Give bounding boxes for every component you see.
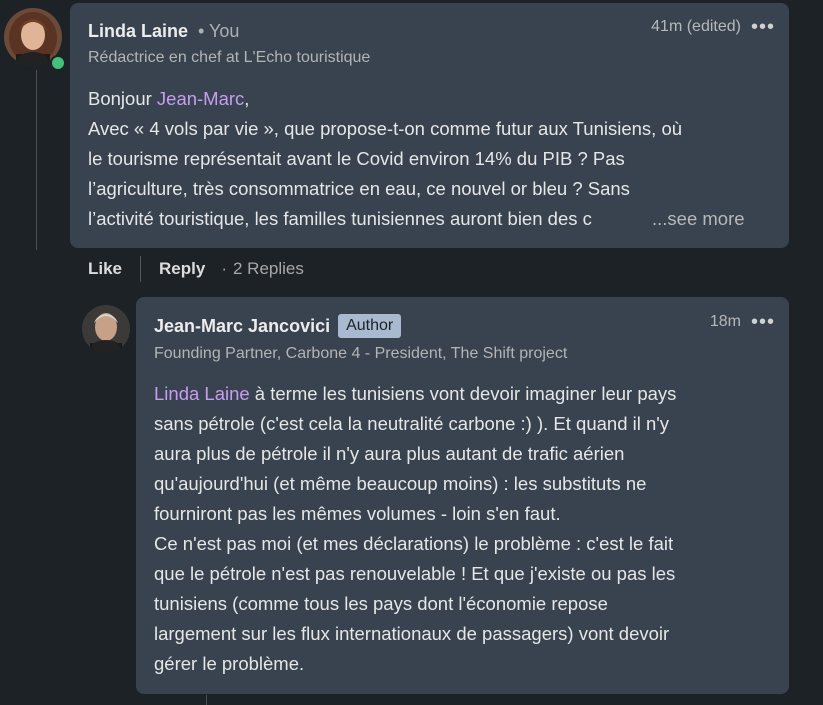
author-badge: Author — [338, 314, 401, 338]
comment-line: le tourisme représentait avant le Covid environ 14% du PIB ? Pas — [88, 148, 625, 169]
greeting-text: Bonjour — [88, 88, 157, 109]
comment-last-line — [88, 204, 778, 234]
reply-first-line-text: à terme les tunisiens vont devoir imaginer leur pays — [249, 383, 677, 404]
reply-line: aura plus de pétrole il n'y aura plus autant de trafic aérien — [154, 443, 625, 464]
thread-line-bottom — [206, 695, 207, 705]
comment-line: l’agriculture, très consommatrice en eau, ce nouvel or bleu ? Sans — [88, 178, 630, 199]
like-button[interactable]: Like — [88, 259, 123, 278]
jean-marc-jancovici-avatar[interactable] — [82, 305, 130, 353]
mention-jean-marc[interactable]: Jean-Marc — [156, 88, 245, 109]
see-more-link[interactable]: ...see more — [646, 204, 745, 234]
reply-line: fourniront pas les mêmes volumes - loin s'en faut. — [154, 503, 561, 524]
thread-line-top — [36, 70, 37, 250]
mention-linda-laine[interactable]: Linda Laine — [154, 383, 250, 404]
reply-line — [154, 379, 779, 409]
comment-author-name[interactable]: Linda Laine — [88, 21, 189, 41]
reply-body — [154, 379, 779, 679]
comment-author-row — [88, 21, 239, 42]
comment-greeting — [88, 84, 778, 114]
reply-line: gérer le problème. — [154, 653, 305, 674]
replies-count-link[interactable]: 2 Replies — [233, 259, 304, 278]
reply-author-headline: Founding Partner, Carbone 4 - President, The Shift project — [154, 345, 568, 362]
comment-line: Avec « 4 vols par vie », que propose-t-on comme futur aux Tunisiens, où — [88, 118, 683, 139]
reply-line: tunisiens (comme tous les pays dont l'économie repose — [154, 593, 608, 614]
replies-dot: · — [221, 259, 227, 278]
reply-bubble — [136, 297, 789, 694]
avatar-photo-jean-marc — [82, 305, 130, 353]
more-horizontal-icon[interactable]: ••• — [750, 16, 775, 38]
reply-author-row — [154, 314, 401, 338]
reply-meta — [710, 313, 775, 331]
comment-truncated-text: l’activité touristique, les familles tunisiennes auront bien des c — [88, 208, 592, 229]
reply-author-name[interactable]: Jean-Marc Jancovici — [154, 315, 331, 336]
comment-meta — [651, 18, 775, 36]
online-status-indicator — [50, 55, 66, 71]
action-divider — [140, 256, 141, 282]
reply-line: largement sur les flux internationaux de passagers) vont devoir — [154, 623, 670, 644]
reply-line: que le pétrole n'est pas renouvelable ! Et que j'existe ou pas les — [154, 563, 676, 584]
comment-actions — [88, 256, 304, 282]
greeting-comma: , — [244, 88, 250, 109]
comment-bubble — [70, 3, 789, 248]
reply-line: sans pétrole (c'est cela la neutralité carbone :) ). Et quand il n'y — [154, 413, 670, 434]
you-tag: • You — [198, 21, 240, 41]
comment-body — [88, 84, 778, 234]
comment-author-headline: Rédactrice en chef at L'Echo touristique — [88, 49, 371, 66]
more-horizontal-icon[interactable]: ••• — [750, 311, 775, 333]
reply-line: Ce n'est pas moi (et mes déclarations) le problème : c'est le fait — [154, 533, 674, 554]
reply-button[interactable]: Reply — [159, 259, 206, 278]
reply-timestamp: 18m — [709, 313, 741, 330]
reply-line: qu'aujourd'hui (et même beaucoup moins) : les substituts ne — [154, 473, 647, 494]
comment-timestamp: 41m (edited) — [651, 18, 741, 35]
